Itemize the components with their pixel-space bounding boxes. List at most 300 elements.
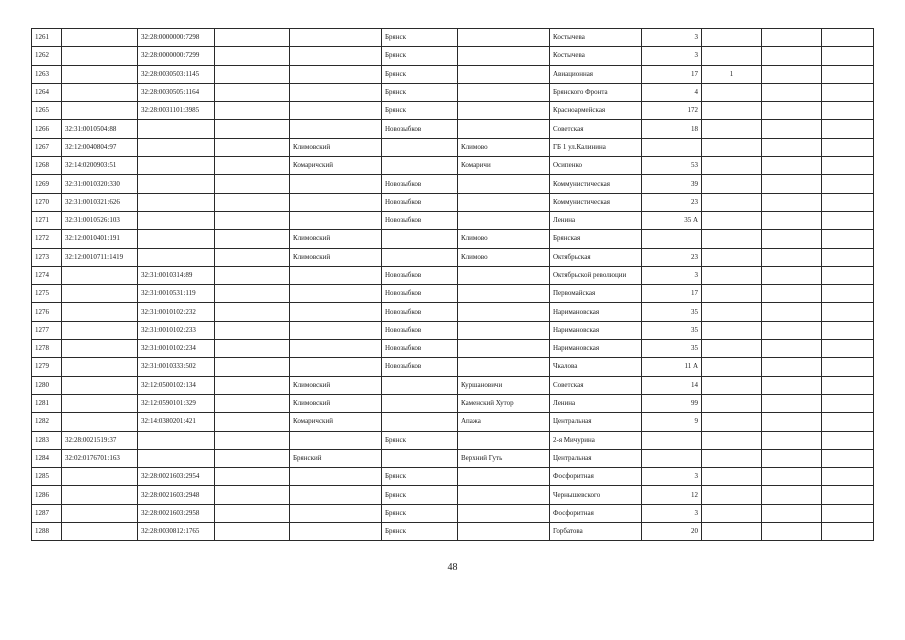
extra-column-b-cell <box>822 340 874 358</box>
extra-column-a-cell <box>762 193 822 211</box>
building-cell <box>702 29 762 47</box>
building-cell <box>702 266 762 284</box>
house-number-cell: 9 <box>642 413 702 431</box>
street-cell: Осипенко <box>550 157 642 175</box>
city-cell: Новозыбков <box>382 193 458 211</box>
extra-column-b-cell <box>822 303 874 321</box>
house-number-cell: 35 А <box>642 211 702 229</box>
city-cell: Новозыбков <box>382 303 458 321</box>
settlement-cell <box>458 321 550 339</box>
extra-column-a-cell <box>762 303 822 321</box>
empty-column-cell <box>215 431 290 449</box>
house-number-cell: 11 А <box>642 358 702 376</box>
district-cell <box>290 523 382 541</box>
extra-column-a-cell <box>762 468 822 486</box>
cadastral-number-a-cell <box>62 83 138 101</box>
row-number-cell: 1285 <box>32 468 62 486</box>
row-number-cell: 1272 <box>32 230 62 248</box>
extra-column-b-cell <box>822 266 874 284</box>
extra-column-b-cell <box>822 413 874 431</box>
cadastral-number-a-cell <box>62 321 138 339</box>
extra-column-b-cell <box>822 431 874 449</box>
building-cell <box>702 211 762 229</box>
street-cell: Центральная <box>550 413 642 431</box>
settlement-cell: Каменский Хутор <box>458 394 550 412</box>
building-cell <box>702 523 762 541</box>
house-number-cell: 3 <box>642 47 702 65</box>
row-number-cell: 1266 <box>32 120 62 138</box>
street-cell: Фосфоритная <box>550 504 642 522</box>
cadastral-number-b-cell: 32:31:0010333:502 <box>138 358 215 376</box>
table-row <box>32 449 874 467</box>
street-cell: Октябрьская <box>550 248 642 266</box>
house-number-cell: 17 <box>642 65 702 83</box>
cadastral-number-a-cell <box>62 65 138 83</box>
building-cell <box>702 376 762 394</box>
city-cell <box>382 157 458 175</box>
street-cell: Советская <box>550 376 642 394</box>
cadastral-number-b-cell: 32:28:0030505:1164 <box>138 83 215 101</box>
building-cell <box>702 47 762 65</box>
table-row <box>32 504 874 522</box>
cadastral-number-a-cell <box>62 29 138 47</box>
street-cell: Наримановская <box>550 303 642 321</box>
building-cell <box>702 138 762 156</box>
cadastral-number-b-cell: 32:28:0000000:7298 <box>138 29 215 47</box>
cadastral-number-b-cell: 32:28:0021603:2948 <box>138 486 215 504</box>
extra-column-a-cell <box>762 285 822 303</box>
table-row <box>32 211 874 229</box>
city-cell: Брянск <box>382 65 458 83</box>
building-cell <box>702 285 762 303</box>
settlement-cell: Климово <box>458 230 550 248</box>
table-row <box>32 358 874 376</box>
cadastral-number-b-cell: 32:31:0010531:119 <box>138 285 215 303</box>
settlement-cell <box>458 102 550 120</box>
city-cell: Брянск <box>382 468 458 486</box>
extra-column-a-cell <box>762 340 822 358</box>
building-cell <box>702 413 762 431</box>
settlement-cell <box>458 47 550 65</box>
settlement-cell <box>458 504 550 522</box>
settlement-cell: Климово <box>458 248 550 266</box>
building-cell <box>702 230 762 248</box>
extra-column-b-cell <box>822 248 874 266</box>
table-body <box>32 29 874 541</box>
table-row <box>32 486 874 504</box>
cadastral-number-a-cell <box>62 358 138 376</box>
extra-column-a-cell <box>762 211 822 229</box>
empty-column-cell <box>215 230 290 248</box>
table-row <box>32 523 874 541</box>
district-cell: Климовский <box>290 138 382 156</box>
row-number-cell: 1274 <box>32 266 62 284</box>
table-row <box>32 248 874 266</box>
house-number-cell: 4 <box>642 83 702 101</box>
table-row <box>32 138 874 156</box>
house-number-cell: 35 <box>642 303 702 321</box>
table-row <box>32 413 874 431</box>
district-cell: Климовский <box>290 248 382 266</box>
street-cell: Чернышевского <box>550 486 642 504</box>
street-cell: Горбатова <box>550 523 642 541</box>
district-cell: Климовский <box>290 394 382 412</box>
cadastral-number-a-cell <box>62 486 138 504</box>
extra-column-b-cell <box>822 230 874 248</box>
city-cell: Новозыбков <box>382 340 458 358</box>
district-cell <box>290 431 382 449</box>
building-cell <box>702 120 762 138</box>
building-cell <box>702 340 762 358</box>
settlement-cell: Верхний Гуть <box>458 449 550 467</box>
cadastral-number-a-cell <box>62 376 138 394</box>
city-cell <box>382 394 458 412</box>
building-cell <box>702 449 762 467</box>
empty-column-cell <box>215 504 290 522</box>
row-number-cell: 1275 <box>32 285 62 303</box>
house-number-cell <box>642 138 702 156</box>
cadastral-number-b-cell: 32:31:0010102:233 <box>138 321 215 339</box>
extra-column-b-cell <box>822 102 874 120</box>
extra-column-a-cell <box>762 486 822 504</box>
empty-column-cell <box>215 193 290 211</box>
street-cell: Авиационная <box>550 65 642 83</box>
empty-column-cell <box>215 248 290 266</box>
district-cell <box>290 83 382 101</box>
empty-column-cell <box>215 65 290 83</box>
street-cell: Первомайская <box>550 285 642 303</box>
empty-column-cell <box>215 211 290 229</box>
street-cell: Наримановская <box>550 340 642 358</box>
building-cell <box>702 102 762 120</box>
extra-column-b-cell <box>822 29 874 47</box>
city-cell: Брянск <box>382 102 458 120</box>
empty-column-cell <box>215 486 290 504</box>
extra-column-a-cell <box>762 83 822 101</box>
building-cell <box>702 248 762 266</box>
extra-column-a-cell <box>762 248 822 266</box>
cadastral-number-b-cell: 32:28:0021603:2958 <box>138 504 215 522</box>
building-cell <box>702 431 762 449</box>
house-number-cell: 3 <box>642 468 702 486</box>
settlement-cell: Климово <box>458 138 550 156</box>
extra-column-b-cell <box>822 138 874 156</box>
house-number-cell: 35 <box>642 340 702 358</box>
cadastral-number-b-cell <box>138 449 215 467</box>
building-cell: 1 <box>702 65 762 83</box>
row-number-cell: 1276 <box>32 303 62 321</box>
street-cell: Коммунистическая <box>550 193 642 211</box>
extra-column-b-cell <box>822 211 874 229</box>
row-number-cell: 1286 <box>32 486 62 504</box>
extra-column-b-cell <box>822 83 874 101</box>
city-cell: Брянск <box>382 47 458 65</box>
cadastral-number-a-cell <box>62 523 138 541</box>
cadastral-number-a-cell <box>62 504 138 522</box>
house-number-cell: 172 <box>642 102 702 120</box>
cadastral-number-a-cell <box>62 468 138 486</box>
row-number-cell: 1269 <box>32 175 62 193</box>
table-row <box>32 120 874 138</box>
table-row <box>32 376 874 394</box>
empty-column-cell <box>215 29 290 47</box>
table-row <box>32 285 874 303</box>
city-cell <box>382 230 458 248</box>
extra-column-b-cell <box>822 193 874 211</box>
cadastral-number-b-cell: 32:28:0031101:3985 <box>138 102 215 120</box>
extra-column-b-cell <box>822 65 874 83</box>
city-cell: Новозыбков <box>382 358 458 376</box>
settlement-cell <box>458 486 550 504</box>
cadastral-number-a-cell: 32:31:0010320:330 <box>62 175 138 193</box>
district-cell <box>290 29 382 47</box>
extra-column-a-cell <box>762 47 822 65</box>
extra-column-a-cell <box>762 394 822 412</box>
district-cell <box>290 65 382 83</box>
district-cell <box>290 303 382 321</box>
empty-column-cell <box>215 303 290 321</box>
extra-column-a-cell <box>762 523 822 541</box>
extra-column-a-cell <box>762 431 822 449</box>
building-cell <box>702 175 762 193</box>
city-cell: Брянск <box>382 523 458 541</box>
cadastral-number-a-cell <box>62 266 138 284</box>
house-number-cell: 35 <box>642 321 702 339</box>
cadastral-number-b-cell: 32:31:0010102:234 <box>138 340 215 358</box>
street-cell: Костычева <box>550 29 642 47</box>
extra-column-a-cell <box>762 376 822 394</box>
district-cell <box>290 47 382 65</box>
row-number-cell: 1281 <box>32 394 62 412</box>
building-cell <box>702 504 762 522</box>
building-cell <box>702 358 762 376</box>
district-cell <box>290 211 382 229</box>
cadastral-number-b-cell: 32:12:0590101:329 <box>138 394 215 412</box>
house-number-cell: 18 <box>642 120 702 138</box>
extra-column-b-cell <box>822 504 874 522</box>
row-number-cell: 1284 <box>32 449 62 467</box>
cadastral-number-a-cell <box>62 285 138 303</box>
extra-column-b-cell <box>822 358 874 376</box>
settlement-cell <box>458 211 550 229</box>
settlement-cell <box>458 468 550 486</box>
settlement-cell <box>458 29 550 47</box>
district-cell <box>290 358 382 376</box>
extra-column-a-cell <box>762 138 822 156</box>
cadastral-number-a-cell <box>62 102 138 120</box>
street-cell: Фосфоритная <box>550 468 642 486</box>
extra-column-b-cell <box>822 285 874 303</box>
house-number-cell: 17 <box>642 285 702 303</box>
settlement-cell: Апажа <box>458 413 550 431</box>
settlement-cell: Куршановичи <box>458 376 550 394</box>
settlement-cell <box>458 340 550 358</box>
street-cell: ГБ 1 ул.Калинина <box>550 138 642 156</box>
house-number-cell: 3 <box>642 266 702 284</box>
extra-column-a-cell <box>762 120 822 138</box>
cadastral-number-b-cell <box>138 138 215 156</box>
city-cell: Брянск <box>382 431 458 449</box>
empty-column-cell <box>215 358 290 376</box>
house-number-cell: 3 <box>642 29 702 47</box>
building-cell <box>702 157 762 175</box>
district-cell <box>290 504 382 522</box>
cadastral-number-a-cell: 32:14:0200903:51 <box>62 157 138 175</box>
empty-column-cell <box>215 175 290 193</box>
settlement-cell <box>458 120 550 138</box>
row-number-cell: 1283 <box>32 431 62 449</box>
settlement-cell <box>458 65 550 83</box>
row-number-cell: 1279 <box>32 358 62 376</box>
table-row <box>32 340 874 358</box>
table-row <box>32 431 874 449</box>
street-cell: 2-я Мичурина <box>550 431 642 449</box>
table-row <box>32 47 874 65</box>
empty-column-cell <box>215 449 290 467</box>
empty-column-cell <box>215 340 290 358</box>
district-cell <box>290 102 382 120</box>
district-cell: Комаричский <box>290 413 382 431</box>
row-number-cell: 1280 <box>32 376 62 394</box>
extra-column-b-cell <box>822 523 874 541</box>
empty-column-cell <box>215 102 290 120</box>
row-number-cell: 1264 <box>32 83 62 101</box>
cadastral-number-a-cell: 32:12:0010711:1419 <box>62 248 138 266</box>
district-cell: Комаричский <box>290 157 382 175</box>
district-cell <box>290 285 382 303</box>
house-number-cell: 53 <box>642 157 702 175</box>
cadastral-number-b-cell: 32:28:0021603:2954 <box>138 468 215 486</box>
row-number-cell: 1268 <box>32 157 62 175</box>
extra-column-b-cell <box>822 321 874 339</box>
district-cell: Брянский <box>290 449 382 467</box>
street-cell: Брянская <box>550 230 642 248</box>
table-row <box>32 193 874 211</box>
cadastral-number-a-cell: 32:31:0010321:626 <box>62 193 138 211</box>
cadastral-number-b-cell <box>138 230 215 248</box>
cadastral-number-a-cell <box>62 394 138 412</box>
empty-column-cell <box>215 394 290 412</box>
extra-column-b-cell <box>822 486 874 504</box>
cadastral-number-b-cell: 32:28:0000000:7299 <box>138 47 215 65</box>
district-cell <box>290 266 382 284</box>
city-cell <box>382 413 458 431</box>
cadastral-number-a-cell <box>62 413 138 431</box>
house-number-cell: 14 <box>642 376 702 394</box>
extra-column-a-cell <box>762 504 822 522</box>
street-cell: Центральная <box>550 449 642 467</box>
row-number-cell: 1263 <box>32 65 62 83</box>
district-cell <box>290 120 382 138</box>
cadastral-number-b-cell: 32:14:0380201:421 <box>138 413 215 431</box>
extra-column-a-cell <box>762 230 822 248</box>
building-cell <box>702 193 762 211</box>
cadastral-number-b-cell <box>138 211 215 229</box>
extra-column-b-cell <box>822 449 874 467</box>
table-row <box>32 175 874 193</box>
row-number-cell: 1288 <box>32 523 62 541</box>
cadastral-number-a-cell <box>62 340 138 358</box>
table-row <box>32 266 874 284</box>
district-cell <box>290 321 382 339</box>
empty-column-cell <box>215 413 290 431</box>
table-row <box>32 83 874 101</box>
city-cell <box>382 248 458 266</box>
cadastral-number-a-cell: 32:02:0176701:163 <box>62 449 138 467</box>
table-row <box>32 303 874 321</box>
extra-column-b-cell <box>822 120 874 138</box>
extra-column-a-cell <box>762 175 822 193</box>
empty-column-cell <box>215 321 290 339</box>
registry-table <box>31 28 874 541</box>
row-number-cell: 1265 <box>32 102 62 120</box>
empty-column-cell <box>215 468 290 486</box>
empty-column-cell <box>215 83 290 101</box>
district-cell <box>290 340 382 358</box>
street-cell: Костычева <box>550 47 642 65</box>
house-number-cell: 20 <box>642 523 702 541</box>
cadastral-number-b-cell <box>138 157 215 175</box>
cadastral-number-a-cell: 32:12:0010401:191 <box>62 230 138 248</box>
settlement-cell <box>458 358 550 376</box>
city-cell: Брянск <box>382 29 458 47</box>
row-number-cell: 1271 <box>32 211 62 229</box>
extra-column-b-cell <box>822 157 874 175</box>
city-cell: Новозыбков <box>382 321 458 339</box>
cadastral-number-b-cell: 32:28:0030503:1145 <box>138 65 215 83</box>
city-cell: Новозыбков <box>382 266 458 284</box>
table-row <box>32 102 874 120</box>
street-cell: Ленина <box>550 394 642 412</box>
street-cell: Чкалова <box>550 358 642 376</box>
street-cell: Ленина <box>550 211 642 229</box>
district-cell <box>290 468 382 486</box>
cadastral-number-a-cell: 32:31:0010526:103 <box>62 211 138 229</box>
cadastral-number-b-cell <box>138 193 215 211</box>
row-number-cell: 1278 <box>32 340 62 358</box>
row-number-cell: 1267 <box>32 138 62 156</box>
table-row <box>32 321 874 339</box>
empty-column-cell <box>215 376 290 394</box>
building-cell <box>702 468 762 486</box>
table-row <box>32 230 874 248</box>
cadastral-number-b-cell: 32:28:0030812:1765 <box>138 523 215 541</box>
house-number-cell: 23 <box>642 193 702 211</box>
cadastral-number-b-cell: 32:31:0010314:89 <box>138 266 215 284</box>
table-row <box>32 468 874 486</box>
house-number-cell <box>642 449 702 467</box>
row-number-cell: 1282 <box>32 413 62 431</box>
extra-column-a-cell <box>762 102 822 120</box>
district-cell <box>290 193 382 211</box>
extra-column-a-cell <box>762 65 822 83</box>
building-cell <box>702 303 762 321</box>
city-cell <box>382 376 458 394</box>
table-row <box>32 157 874 175</box>
district-cell: Климовский <box>290 376 382 394</box>
building-cell <box>702 486 762 504</box>
row-number-cell: 1273 <box>32 248 62 266</box>
city-cell: Новозыбков <box>382 175 458 193</box>
cadastral-number-a-cell: 32:12:0040804:97 <box>62 138 138 156</box>
extra-column-a-cell <box>762 413 822 431</box>
cadastral-number-b-cell <box>138 248 215 266</box>
empty-column-cell <box>215 47 290 65</box>
settlement-cell <box>458 266 550 284</box>
settlement-cell <box>458 83 550 101</box>
house-number-cell <box>642 431 702 449</box>
settlement-cell <box>458 431 550 449</box>
